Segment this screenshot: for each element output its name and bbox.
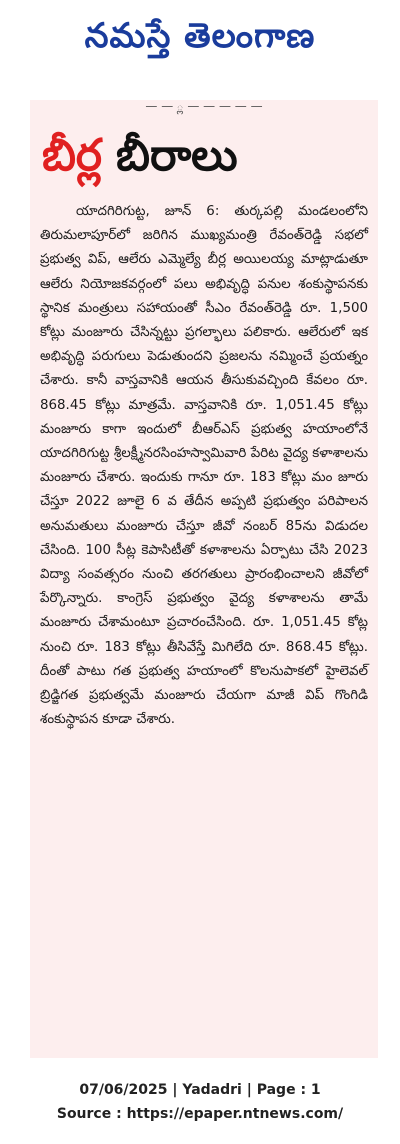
source-link[interactable]: Source : https://epaper.ntnews.com/ xyxy=(56,1106,344,1122)
edition-info: 07/06/2025 | Yadadri | Page : 1 xyxy=(79,1082,321,1098)
headline-main: బీరాలు xyxy=(116,130,238,181)
masthead xyxy=(0,0,400,80)
footer xyxy=(0,1078,400,1126)
cropped-line: — — ్ల — — — — — xyxy=(145,100,263,113)
article-body: యాదగిరిగుట్ట, జూన్ 6: తుర్కపల్లి మండలంలోని తిరుమలాపూర్‌లో జరిగిన ముఖ్యమంత్రి రేవంత్‌రెడ్డి సభలో ప్రభుత్వ విప్, ఆలేరు ఎమ్మెల్యే బీర్ల అయిలయ్య మాట్లాడుతూ ఆలేరు నియోజకవర్గంలో పలు అభివృద్ధి పనుల శంకుస్థాపనకు స్థానిక మంత్రులు సహాయంతో సీఎం రేవంత్‌రెడ్డి రూ. 1,500 కోట్లు మంజూరు చేసిన్నట్టు ప్రగల్భాలు పలికారు. ఆలేరులో ఇక అభివృద్ధి పరుగులు పెడుతుందని ప్రజలను నమ్మించే ప్రయత్నం చేశారు. కానీ వాస్తవానికి ఆయన తీసుకువచ్చింది కేవలం రూ. 868.45 కోట్లు మాత్రమే. వాస్తవానికి రూ. 1,051.45 కోట్లు మంజూరు కాగా ఇందులో బీఆర్‌ఎస్ ప్రభుత్వ హయాంలోనే యాదగిరిగుట్ట శ్రీలక్ష్మీనరసింహస్వామివారి పేరిట వైద్య కళాశాలను మంజూరు చేశారు. ఇందుకు గానూ రూ. 183 కోట్లు మం జూరు చేస్తూ 2022 జూలై 6 వ తేదీన అప్పటి ప్రభుత్వం పరిపాలన అనుమతులు మంజూరు చేస్తూ జీవో నంబర్ 85ను విడుదల చేసింది. 100 సీట్ల కెపాసిటీతో కళాశాలను ఏర్పాటు చేసి 2023 విద్యా సంవత్సరం నుంచి తరగతులు ప్రారంభించాలని జీవోలో పేర్కొన్నారు. కాంగ్రెస్ ప్రభుత్వం వైద్య కళాశాలను తామే మంజూరు చేశామంటూ ప్రచారంచేసింది. రూ. 1,051.45 కోట్ల నుంచి రూ. 183 కోట్లు తీసివేస్తే మిగిలేది రూ. 868.45 కోట్లు. దీంతో పాటు గత ప్రభుత్వ హయాంలో కొలనుపాకలో హైలెవల్ బ్రిడ్జిగత ప్రభుత్వమే మంజూరు చేయగా మాజీ విప్ గొంగిడి శంకుస్థాపన కూడా చేశారు. xyxy=(40,204,368,728)
news-clipping xyxy=(30,100,378,1058)
headline xyxy=(42,130,372,192)
newspaper-logo: నమస్తే తెలంగాణ xyxy=(84,16,316,56)
headline-accent: బీర్ల xyxy=(42,130,103,181)
